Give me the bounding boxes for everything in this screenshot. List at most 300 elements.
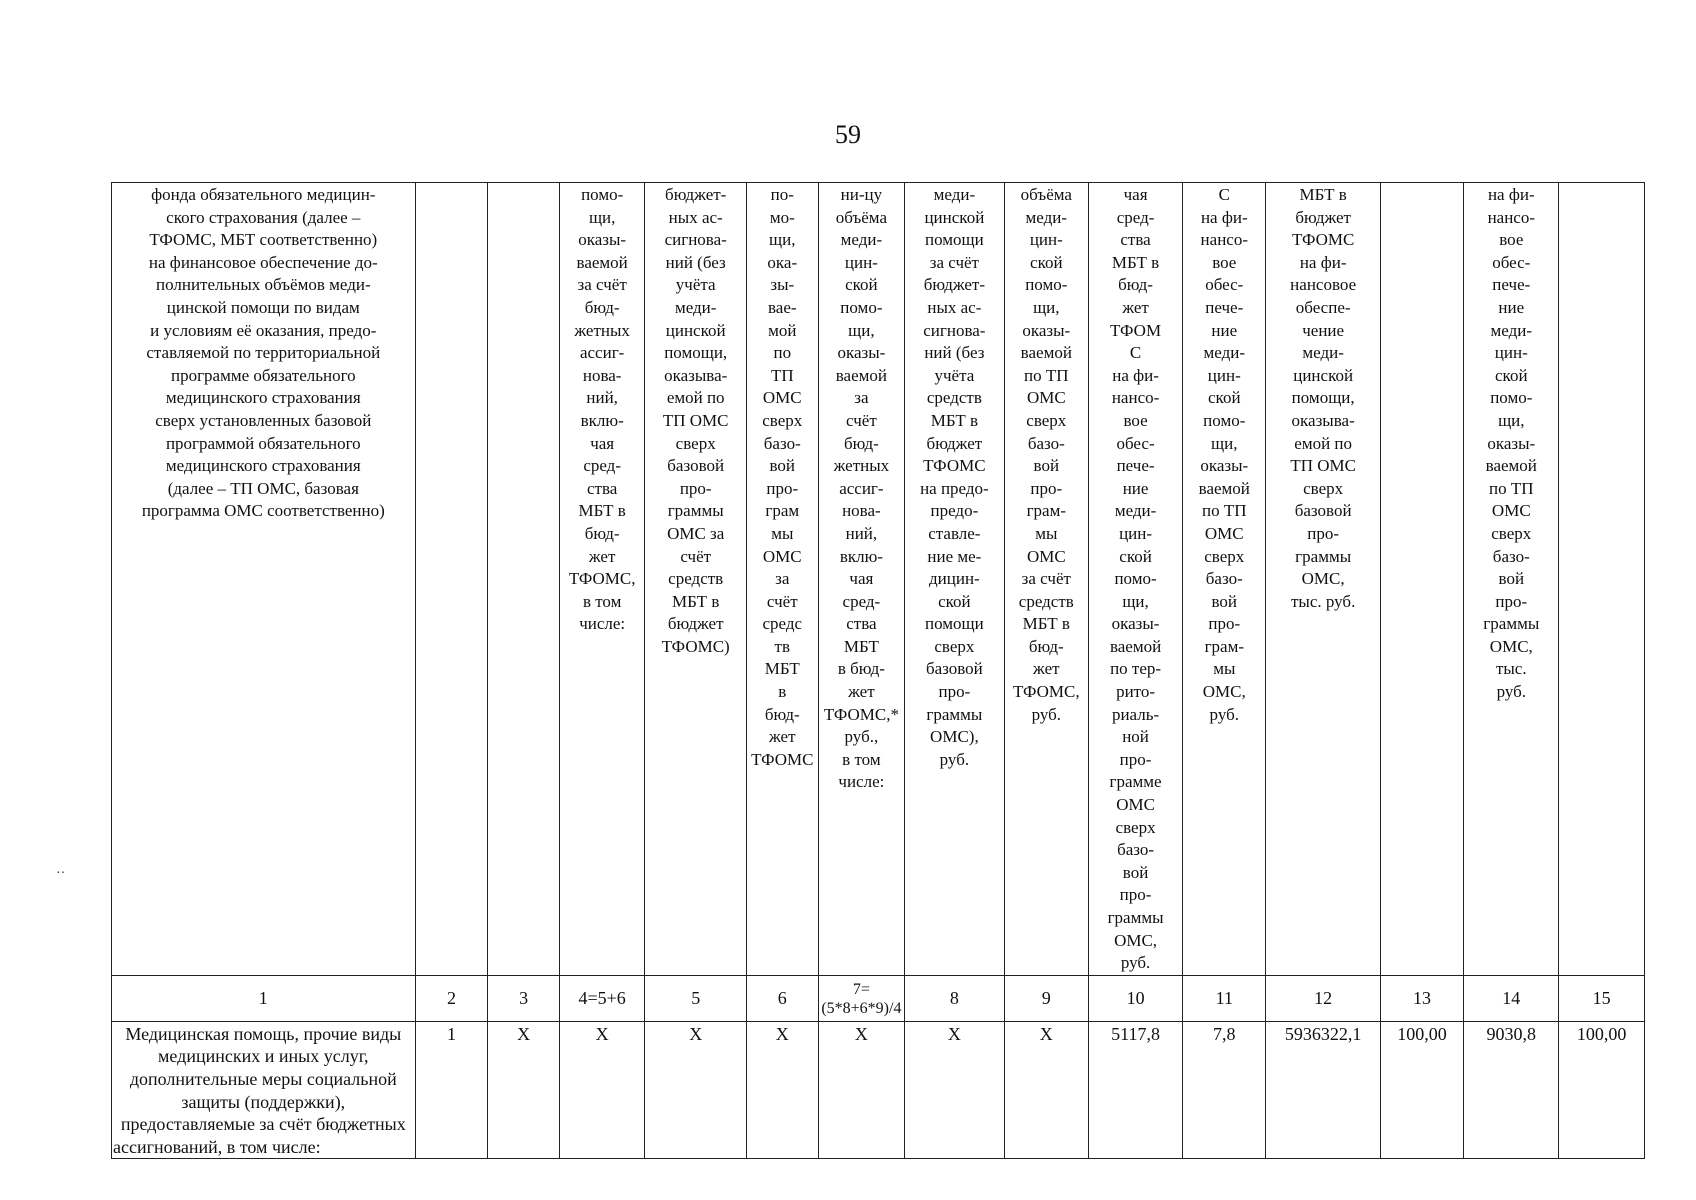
- header-line: по-: [770, 185, 794, 204]
- header-line: учёта: [934, 365, 975, 385]
- header-line: меди-: [1490, 320, 1533, 340]
- table-cell: X: [1004, 1021, 1088, 1159]
- header-line: грам-: [1204, 636, 1244, 656]
- header-cell: [112, 183, 416, 976]
- header-line: обеспе-: [1295, 297, 1351, 317]
- column-number: 7=(5*8+6*9)/4: [818, 975, 905, 1021]
- header-line: ний,: [845, 523, 878, 543]
- header-line: вой: [1033, 456, 1060, 476]
- header-line: ТФОМС,*: [823, 704, 899, 724]
- header-line: по ТП: [1024, 365, 1069, 385]
- column-number: 10: [1089, 975, 1183, 1021]
- header-line: за: [854, 388, 869, 408]
- header-cell: [645, 183, 747, 976]
- table-cell: X: [905, 1021, 1004, 1159]
- header-cell: [1464, 183, 1559, 976]
- header-line: по: [773, 343, 792, 363]
- header-line: щи,: [769, 230, 796, 250]
- header-line: оказы-: [1487, 433, 1536, 453]
- header-line: ОМС: [1026, 388, 1066, 408]
- header-line: меди-: [933, 185, 976, 204]
- header-line: ОМС: [1491, 501, 1531, 521]
- header-line: сигнова-: [664, 230, 727, 250]
- header-line: нансо-: [1111, 388, 1160, 408]
- header-line: помо-: [840, 297, 883, 317]
- header-line: емой по: [1294, 433, 1353, 453]
- header-line: ТП ОМС: [662, 410, 729, 430]
- header-line: средств: [668, 569, 724, 589]
- header-line: граммы: [1483, 614, 1540, 634]
- header-line: ваемой: [835, 365, 887, 385]
- header-line: ТФОМ: [1110, 320, 1162, 340]
- header-line: нова-: [582, 365, 622, 385]
- header-line: сред-: [1116, 207, 1155, 227]
- header-line: МБТ: [764, 659, 800, 679]
- header-line: граммы: [667, 501, 724, 521]
- header-cell: [488, 183, 560, 976]
- header-line: риаль-: [1111, 704, 1160, 724]
- header-line: в: [778, 682, 787, 702]
- header-line: цин-: [1029, 230, 1063, 250]
- header-line: щи,: [588, 207, 616, 227]
- header-line: меди-: [1302, 343, 1344, 363]
- header-line: чая: [849, 569, 874, 589]
- header-line: жетных: [833, 456, 890, 476]
- header-line: бюджет-: [665, 185, 727, 204]
- header-line: бюд-: [1028, 636, 1064, 656]
- table-cell: X: [818, 1021, 905, 1159]
- column-number: 4=5+6: [559, 975, 645, 1021]
- scan-speck: ··: [56, 866, 66, 881]
- header-line: ОМС: [1026, 546, 1066, 566]
- header-line: меди-: [674, 297, 717, 317]
- header-line: ОМС,: [1489, 636, 1533, 656]
- header-line: вое: [1499, 230, 1524, 250]
- header-line: нансо-: [1487, 207, 1536, 227]
- header-line: учёта: [675, 275, 716, 295]
- header-line: ваемой: [576, 252, 628, 272]
- header-line: базовой: [1294, 501, 1352, 521]
- header-line: мо-: [769, 207, 795, 227]
- header-line: за счёт: [577, 275, 627, 295]
- column-number: 8: [905, 975, 1004, 1021]
- header-line: программе обязательного: [170, 365, 356, 385]
- table-cell: 1: [415, 1021, 488, 1159]
- header-line: сверх: [934, 636, 975, 656]
- header-line: ОМС,: [1202, 682, 1246, 702]
- header-line: ний,: [586, 388, 618, 408]
- header-line: про-: [938, 682, 971, 702]
- header-line: оказы-: [578, 230, 627, 250]
- header-line: МБТ в: [930, 410, 979, 430]
- table-row: [112, 1021, 1645, 1159]
- header-line: оказы-: [1022, 320, 1071, 340]
- header-line: сверх: [762, 410, 803, 430]
- header-line: граммы: [1107, 908, 1164, 927]
- header-line: цин-: [1119, 523, 1153, 543]
- header-cell: [415, 183, 488, 976]
- header-line: ской: [1208, 388, 1241, 408]
- header-line: цин-: [844, 252, 878, 272]
- header-line: ТФОМС,: [568, 569, 636, 589]
- table-cell: 100,00: [1559, 1021, 1645, 1159]
- header-line: пече-: [1116, 456, 1155, 476]
- header-line: в бюд-: [837, 659, 885, 679]
- header-line: жетных: [574, 320, 630, 340]
- header-line: меди-: [1203, 343, 1246, 363]
- header-line: ассиг-: [579, 343, 625, 363]
- header-line: ОМС: [1116, 795, 1155, 815]
- header-line: сред-: [583, 456, 621, 476]
- header-line: меди-: [1114, 501, 1157, 521]
- header-line: в том: [582, 591, 622, 611]
- header-line: ской: [1119, 546, 1152, 566]
- header-line: руб.: [939, 749, 970, 769]
- header-line: ТФОМС,: [1012, 682, 1080, 702]
- header-line: ОМС,: [1301, 569, 1345, 589]
- header-line: мой: [768, 320, 797, 340]
- header-line: грам: [765, 501, 800, 521]
- table-cell: 7,8: [1183, 1021, 1266, 1159]
- header-line: вое: [1123, 410, 1148, 430]
- header-line: жет: [848, 682, 875, 702]
- row-label: Медицинская помощь, прочие виды медицинских и иных услуг, дополнительные меры социальной защиты (поддержки), предоставляемые за счёт бюджетных ассигнований, в том числе:: [112, 1021, 416, 1159]
- header-line: ОМС: [762, 546, 802, 566]
- header-line: С: [1129, 343, 1142, 363]
- header-line: зы-: [770, 275, 795, 295]
- header-line: ТП ОМС: [1290, 456, 1356, 476]
- header-line: нансовое: [1290, 275, 1357, 295]
- header-line: цинской помощи по видам: [166, 297, 360, 317]
- header-line: ние: [1122, 478, 1149, 498]
- page-number: 59: [835, 120, 861, 149]
- header-line: бюд-: [1118, 275, 1153, 295]
- header-line: по тер-: [1110, 659, 1162, 679]
- header-line: жет: [1122, 297, 1149, 317]
- header-line: по ТП: [1489, 478, 1534, 498]
- header-line: вклю-: [839, 546, 883, 566]
- header-line: помощи,: [664, 343, 728, 363]
- header-cell: [1004, 183, 1088, 976]
- header-line: МБТ в: [672, 591, 720, 611]
- header-line: ваемой: [1109, 636, 1162, 656]
- header-line: чая: [1123, 185, 1148, 204]
- header-line: бюд-: [584, 523, 620, 543]
- header-line: вой: [1211, 591, 1238, 611]
- header-line: числе:: [579, 614, 626, 634]
- header-line: оказы-: [1200, 456, 1249, 476]
- header-line: помо-: [1025, 275, 1068, 295]
- header-line: обес-: [1492, 252, 1531, 272]
- header-line: про-: [1119, 885, 1152, 905]
- header-line: ставляемой по территориальной: [146, 343, 381, 363]
- header-line: и условиям её оказания, предо-: [150, 320, 377, 340]
- header-line: ваемой: [1198, 478, 1250, 498]
- header-line: емой по: [666, 388, 725, 408]
- header-line: ской: [938, 591, 971, 611]
- header-line: граммы: [1295, 546, 1352, 566]
- header-line: ТФОМС: [923, 456, 986, 476]
- header-line: руб.: [1031, 704, 1062, 724]
- header-cell: [1266, 183, 1380, 976]
- header-line: МБТ: [843, 636, 879, 656]
- header-line: объёма: [835, 207, 887, 227]
- header-line: сверх: [675, 433, 716, 453]
- header-cell: [1559, 183, 1645, 976]
- table-cell: X: [559, 1021, 645, 1159]
- header-line: цин-: [1494, 343, 1528, 363]
- header-line: вклю-: [580, 410, 624, 430]
- header-line: цинской: [1293, 365, 1354, 385]
- header-line: бюджет: [926, 433, 983, 453]
- header-line: сверх установленных базовой: [155, 410, 372, 430]
- header-line: руб.: [1209, 704, 1239, 724]
- header-line: базовой: [925, 659, 983, 679]
- header-line: помо-: [1490, 388, 1533, 408]
- header-line: счёт: [766, 591, 798, 611]
- header-line: ваемой: [1485, 456, 1537, 476]
- header-line: сверх: [1115, 817, 1156, 837]
- header-line: медицинского страхования: [165, 456, 361, 476]
- header-line: рито-: [1116, 682, 1156, 702]
- header-line: бюджет: [667, 614, 724, 634]
- header-line: вой: [1498, 569, 1525, 589]
- header-cell: [1089, 183, 1183, 976]
- column-number-row: [112, 975, 1645, 1021]
- header-line: базо-: [1205, 569, 1243, 589]
- table-cell: X: [488, 1021, 560, 1159]
- header-line: мы: [771, 523, 794, 543]
- header-line: на фи-: [1200, 207, 1248, 227]
- column-number: 5: [645, 975, 747, 1021]
- header-line: про-: [679, 478, 712, 498]
- header-line: по ТП: [1202, 501, 1247, 521]
- header-line: обес-: [1116, 433, 1155, 453]
- header-line: фонда обязательного медицин-: [151, 185, 376, 204]
- header-line: про-: [1307, 523, 1340, 543]
- header-line: ние ме-: [927, 546, 982, 566]
- header-cell: [905, 183, 1004, 976]
- header-line: мы: [1213, 659, 1236, 679]
- header-line: ний (без: [665, 252, 726, 272]
- header-line: тв: [774, 636, 791, 656]
- header-line: счёт: [680, 546, 712, 566]
- header-line: оказыва-: [1291, 410, 1355, 430]
- header-line: ОМС),: [930, 727, 979, 747]
- header-line: тыс. руб.: [1290, 591, 1356, 611]
- header-line: помо-: [1114, 569, 1157, 589]
- table-cell: 100,00: [1380, 1021, 1463, 1159]
- header-line: за счёт: [1021, 569, 1071, 589]
- column-number: 2: [415, 975, 488, 1021]
- column-number: 12: [1266, 975, 1380, 1021]
- header-line: тыс.: [1495, 659, 1527, 679]
- header-line: МБТ в: [578, 501, 626, 521]
- header-line: ской: [845, 275, 878, 295]
- header-line: жет: [769, 727, 796, 747]
- header-line: сред-: [842, 591, 881, 611]
- header-line: базо-: [1027, 433, 1065, 453]
- header-line: С: [1218, 185, 1230, 204]
- header-line: объёма: [1020, 185, 1072, 204]
- header-line: в том: [842, 749, 881, 769]
- header-line: ОМС,: [1114, 930, 1158, 950]
- header-line: ТФОМС: [751, 749, 814, 769]
- header-line: щи,: [1498, 410, 1525, 430]
- header-line: граммы: [926, 704, 983, 724]
- column-number: 9: [1004, 975, 1088, 1021]
- header-line: жет: [1033, 659, 1060, 679]
- header-line: ства: [1120, 230, 1151, 250]
- header-line: помощи,: [1291, 388, 1355, 408]
- header-line: (далее – ТП ОМС, базовая: [167, 478, 359, 498]
- header-line: щи,: [1122, 591, 1149, 611]
- header-line: базовой: [667, 456, 725, 476]
- header-line: чая: [590, 433, 615, 453]
- header-line: цин-: [1207, 365, 1241, 385]
- header-line: ставле-: [928, 523, 981, 543]
- header-line: ТФОМС: [1291, 230, 1355, 250]
- header-line: ского страхования (далее –: [166, 207, 361, 227]
- header-cell: [559, 183, 645, 976]
- header-line: ных ас-: [668, 207, 723, 227]
- table-cell: X: [645, 1021, 747, 1159]
- column-number: 6: [746, 975, 818, 1021]
- header-line: базо-: [763, 433, 801, 453]
- header-line: на фи-: [1112, 365, 1159, 385]
- column-number: 11: [1183, 975, 1266, 1021]
- header-line: бюд-: [843, 433, 879, 453]
- header-line: чение: [1302, 320, 1345, 340]
- header-line: ОМС: [762, 388, 802, 408]
- header-line: цинской: [924, 207, 985, 227]
- header-line: про-: [1119, 749, 1152, 769]
- header-line: ние: [1211, 320, 1238, 340]
- header-line: бюджет: [1295, 207, 1351, 227]
- header-line: ной: [1122, 727, 1149, 747]
- header-row: [112, 183, 1645, 976]
- header-line: за: [775, 569, 790, 589]
- column-number: 13: [1380, 975, 1463, 1021]
- header-line: программа ОМС соответственно): [141, 501, 385, 521]
- header-line: на фи-: [1299, 252, 1347, 272]
- header-line: ОМС за: [667, 523, 725, 543]
- header-line: вае-: [768, 297, 797, 317]
- header-cell: [1183, 183, 1266, 976]
- header-line: полнительных объёмов меди-: [155, 275, 371, 295]
- header-line: МБТ в: [1111, 252, 1160, 272]
- header-line: ТФОМС, МБТ соответственно): [149, 230, 378, 250]
- budget-table: [111, 182, 1645, 1159]
- header-cell: [818, 183, 905, 976]
- header-line: на фи-: [1487, 185, 1535, 204]
- header-line: ваемой: [1020, 343, 1072, 363]
- header-line: программой обязательного: [165, 433, 361, 453]
- header-line: щи,: [1211, 433, 1238, 453]
- header-line: бюджет-: [923, 275, 986, 295]
- header-line: ние: [1498, 297, 1525, 317]
- header-line: сверх: [1303, 478, 1344, 498]
- header-line: средс: [762, 614, 803, 634]
- header-line: грам-: [1026, 501, 1067, 521]
- header-line: числе:: [838, 772, 885, 792]
- header-line: про-: [1495, 591, 1528, 611]
- header-line: средств: [1018, 591, 1074, 611]
- header-line: про-: [1030, 478, 1063, 498]
- header-line: помо-: [1203, 410, 1246, 430]
- header-line: МБТ в: [1299, 185, 1347, 204]
- header-line: про-: [766, 478, 799, 498]
- header-line: вое: [1212, 252, 1237, 272]
- table-cell: 5117,8: [1089, 1021, 1183, 1159]
- header-cell: [746, 183, 818, 976]
- header-line: сверх: [1026, 410, 1067, 430]
- column-number: 14: [1464, 975, 1559, 1021]
- table-cell: 5936322,1: [1266, 1021, 1380, 1159]
- header-line: жет: [588, 546, 616, 566]
- header-line: на финансовое обеспечение до-: [148, 252, 378, 272]
- header-line: меди-: [1025, 207, 1068, 227]
- header-line: на предо-: [920, 478, 989, 498]
- header-line: МБТ в: [1022, 614, 1070, 634]
- header-line: ассиг-: [839, 478, 884, 498]
- header-line: сверх: [1491, 523, 1532, 543]
- header-line: цинской: [665, 320, 726, 340]
- header-line: ТФОМС): [661, 636, 730, 656]
- header-line: ных ас-: [927, 297, 982, 317]
- header-line: ока-: [767, 252, 798, 272]
- header-line: за счёт: [929, 252, 979, 272]
- header-line: оказыва-: [664, 365, 728, 385]
- header-line: вой: [1122, 862, 1149, 882]
- header-line: мы: [1035, 523, 1058, 543]
- header-line: сигнова-: [923, 320, 986, 340]
- header-line: сверх: [1204, 546, 1245, 566]
- header-line: дицин-: [929, 569, 980, 589]
- column-number: 1: [112, 975, 416, 1021]
- header-line: бюд-: [584, 297, 620, 317]
- header-line: руб.: [1496, 682, 1527, 702]
- header-line: руб.,: [844, 727, 879, 747]
- header-line: ской: [1495, 365, 1528, 385]
- header-line: базо-: [1117, 840, 1155, 860]
- table-cell: 9030,8: [1464, 1021, 1559, 1159]
- header-line: бюд-: [764, 704, 800, 724]
- header-line: ства: [587, 478, 618, 498]
- header-line: нова-: [842, 501, 881, 521]
- header-line: средств: [926, 388, 982, 408]
- header-line: оказы-: [837, 343, 886, 363]
- header-line: руб.: [1120, 953, 1151, 973]
- header-line: щи,: [1033, 297, 1060, 317]
- header-line: счёт: [846, 410, 877, 430]
- header-line: ни-цу: [840, 185, 883, 204]
- header-line: медицинского страхования: [165, 388, 361, 408]
- header-line: вой: [769, 456, 796, 476]
- header-line: щи,: [848, 320, 875, 340]
- header-line: пече-: [1205, 297, 1244, 317]
- header-line: помощи: [925, 230, 984, 250]
- header-line: про-: [1208, 614, 1241, 634]
- header-line: оказы-: [1111, 614, 1160, 634]
- header-line: ОМС: [1204, 523, 1244, 543]
- header-line: пече-: [1492, 275, 1531, 295]
- header-line: помощи: [925, 614, 984, 634]
- header-line: обес-: [1205, 275, 1244, 295]
- header-line: ТП: [770, 365, 794, 385]
- header-line: базо-: [1492, 546, 1530, 566]
- header-line: ства: [846, 614, 877, 634]
